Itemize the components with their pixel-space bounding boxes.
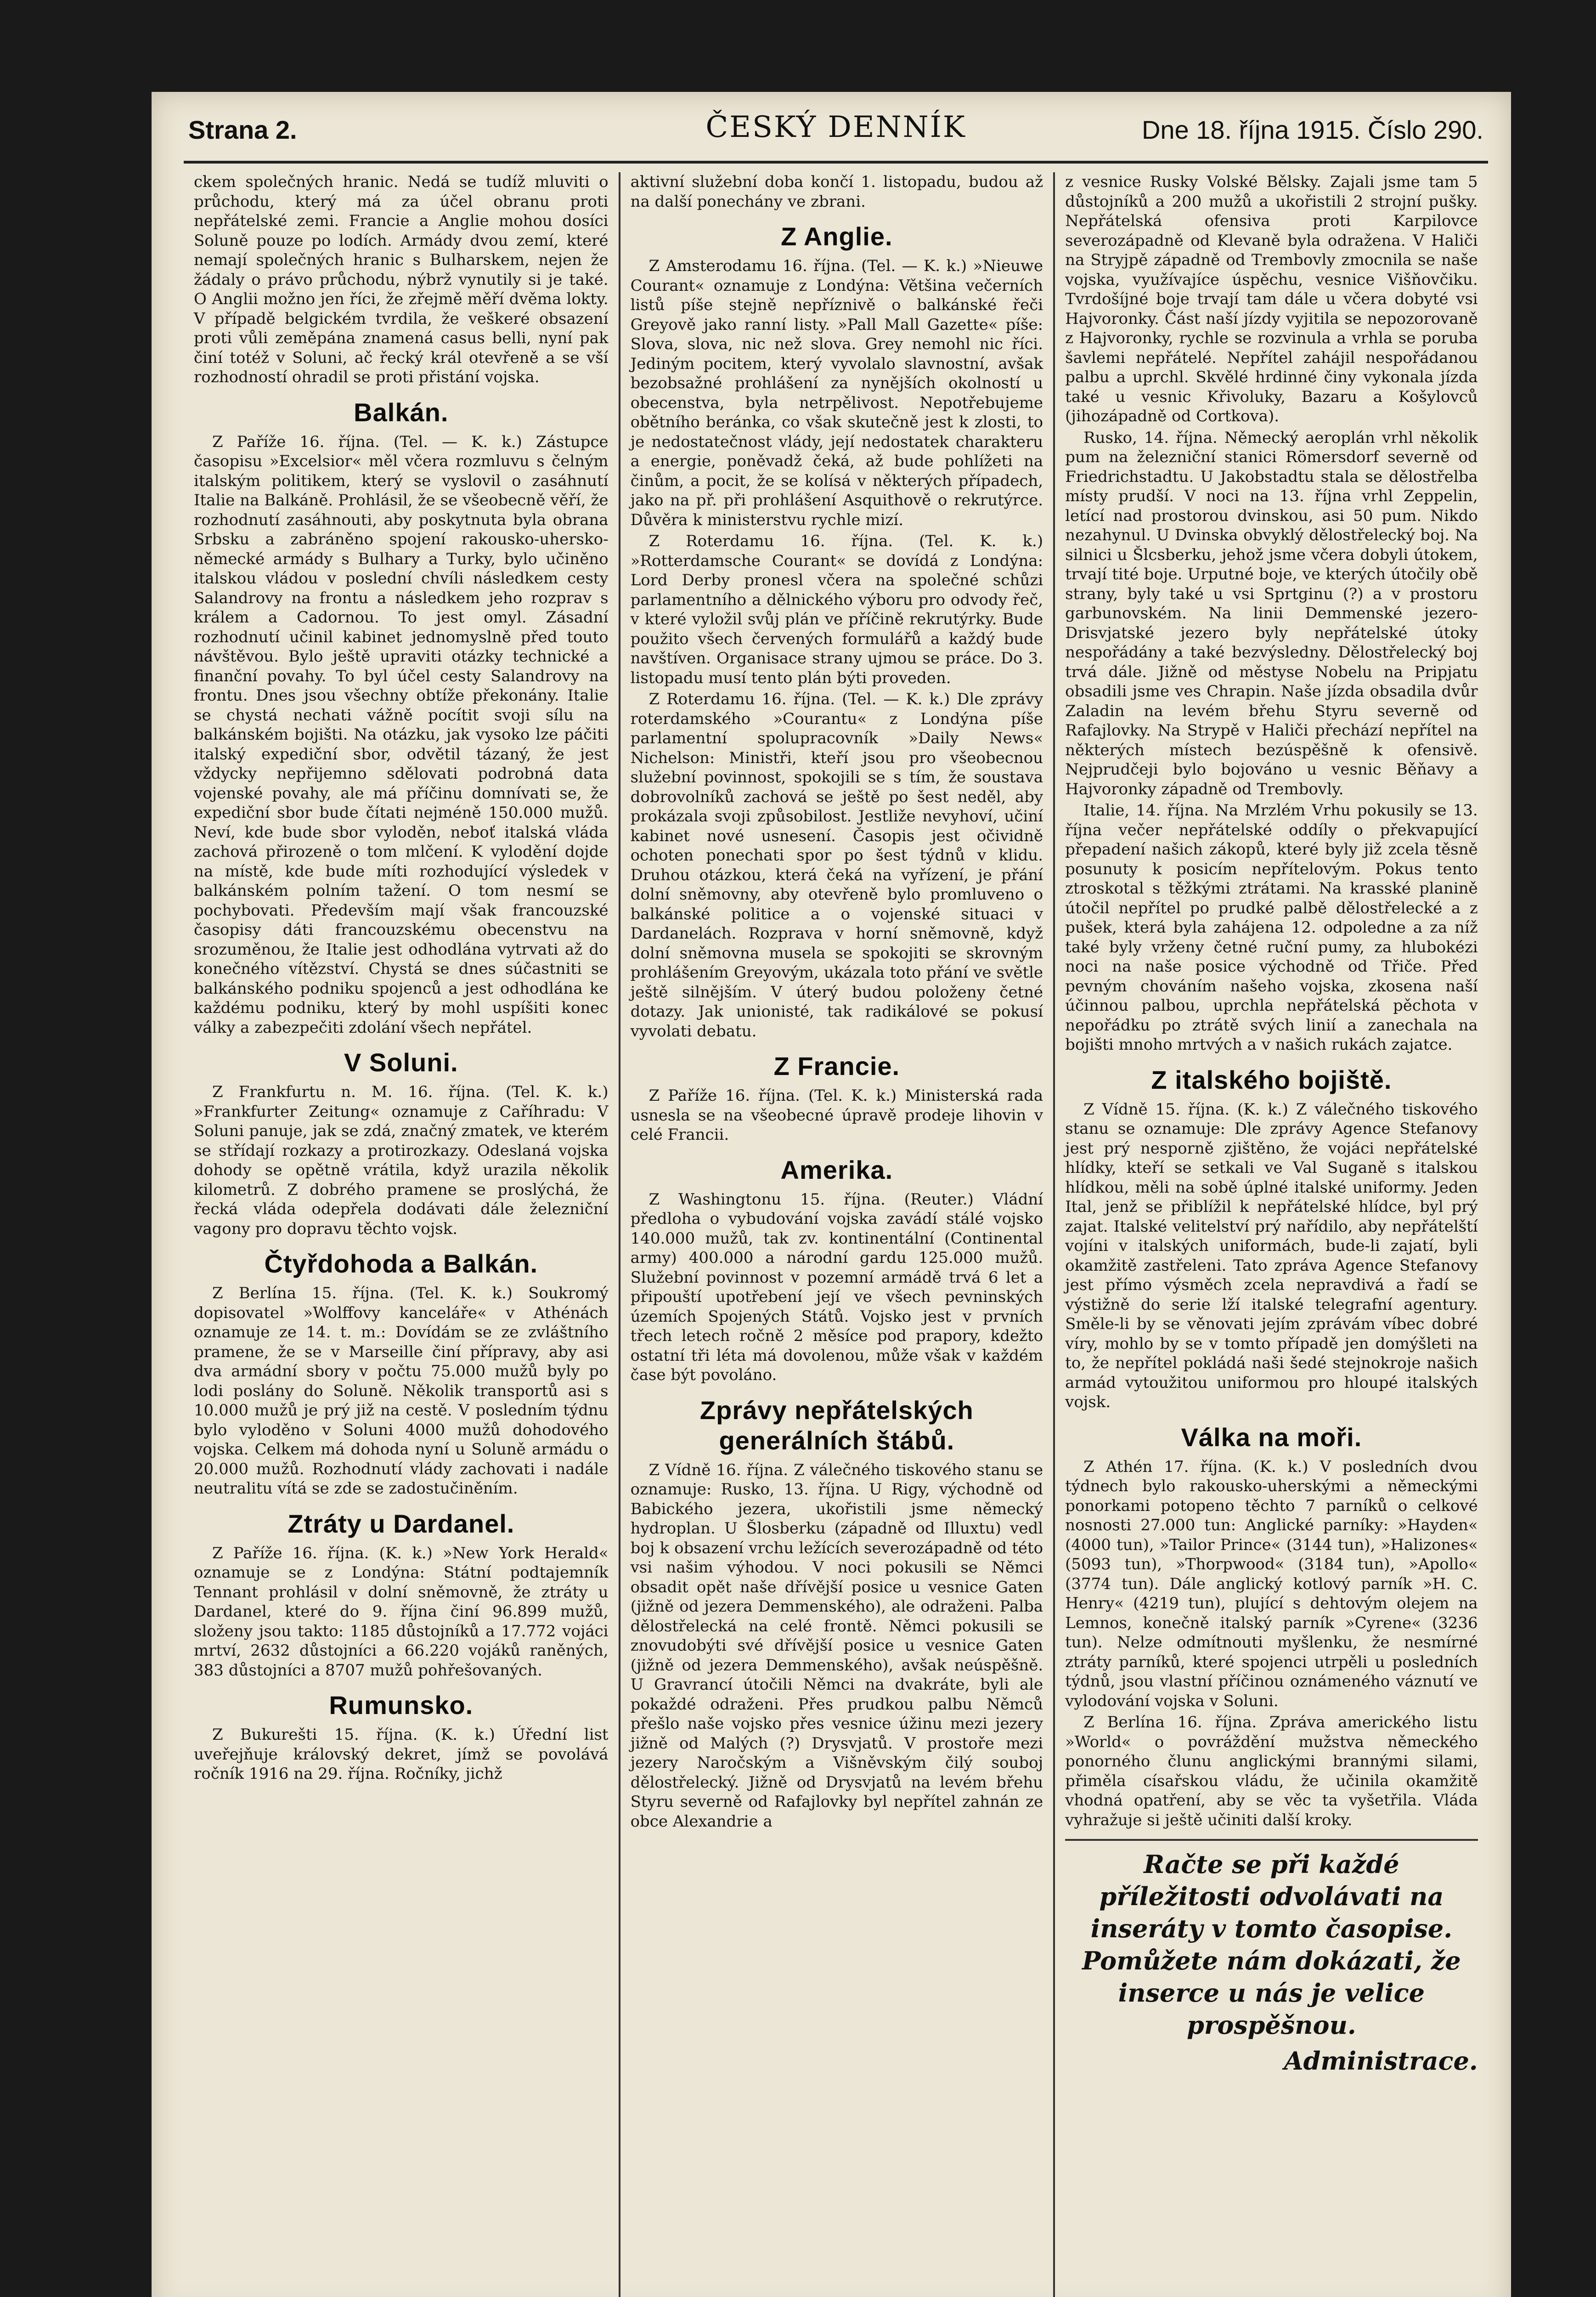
- article-balkan: Z Paříže 16. října. (Tel. — K. k.) Zástupce časopisu »Excelsior« měl včera rozmluvu s čelným italským politikem, který se vyslovil o zasáhnutí Italie na Balkáně. Prohlásil, že se všeobecně věří, že rozhodnutí zasáhnouti, aby poskytnuta byla obrana Srbsku a zabráněno spojení rakousko-uhersko-německé armády s Bulhary a Turky, bylo učiněno italskou vládou v poslední chvíli následkem cesty Salandrovy na frontu a následkem jeho rozprav s králem a Cadornou. To jest omyl. Zásadní rozhodnutí učinil kabinet jednomyslně před touto návštěvou. Bylo ještě upraviti otázky technické a finanční povahy. To byl účel cesty Salandrovy na frontu. Dnes jsou všechny obtíže překonány. Italie se chystá nechati vážně pocítit svoji sílu na balkánském bojišti. Na otázku, jak vysoko lze páčiti italský expediční sbor, odvětil tázaný, že jest vždycky nepřijemno sdělovati podrobná data vojenské povahy, ale má příčinu domnívati se, že expediční sbor bude čítati nejméně 150.000 mužů. Neví, kde bude sbor vyloděn, neboť italská vláda zachová přirozeně o tom mlčení. K vylodění dojde na místě, kde bude míti rozhodující výsledek v balkánském polním tažení. O tom nesmí se pochybovati. Především mají však francouzské časopisy dáti francouzskému obecenstvu na srozuměnou, že Italie jest odhodlána vytrvati až do konečného vítězství. Chystá se dnes súčastniti se balkánského podniku spojenců a jest odhodlána ke každému podniku, který by mohl uspíšiti konec války a zabezpečiti zdolání všech nepřátel.: [194, 432, 609, 1037]
- masthead: ČESKÝ DENNÍK: [705, 110, 966, 144]
- page-number: Strana 2.: [188, 115, 297, 144]
- article-anglie-1: Z Amsterodamu 16. října. (Tel. — K. k.) »Nieuwe Courant« oznamuje z Londýna: Většina večerních listů píše stejně nepříznivě o balkánské řeči Greyově jako ranní listy. »Pall Mall Gazette« píše: Slova, slova, nic než slova. Grey nemohl nic říci. Jediným pocitem, který vyvolalo slavnostní, avšak bezobsažné prohlášení za nynějších okolností u obecenstva, byla netrpělivost. Nepotřebujeme obětního beránka, co však skutečně jest k zlosti, to je nedostatečnost vlády, její nedostatek charakteru a energie, poněvadž čeká, až bude pohlížeti na činům, a pocit, že se kolísá v některých případech, jako na př. při prohlášení Asquithově o rekrutýrce. Důvěra k ministerstvu rychle mizí.: [630, 257, 1043, 529]
- article-italske: Z Vídně 15. října. (K. k.) Z válečného tiskového stanu se oznamuje: Dle zprávy Agence Stefanovy jest prý nesporně zjištěno, že vojáci nepřátelské hlídky, kteří se setkali ve Val Suganě s italskou hlídkou, měli na sobě úplné italské uniformy. Jeden Ital, jenž se přiblížil k nepřátelské hlídce, byl prý zajat. Italské velitelství prý nařídilo, aby nepřátelští vojíni v italských uniformách, bude-li zajatí, byli okamžitě zastřeleni. Tato zpráva Agence Stefanovy jest přímo výsměch zcela nepravdivá a řadí se výstižně do serie lží italské telegrafní agentury. Směle-li by se věnovati jejím zprávám víbec dobré víry, mohlo by se v tomto případě jen domýšleti na to, že nepřítel pokládá naši šedé stejnokroje našich armád vytoužitou uniformou pro hloupé italských vojsk.: [1065, 1100, 1478, 1411]
- heading-valka: Válka na moři.: [1181, 1422, 1362, 1452]
- heading-zpravy: Zprávy nepřátelských generálních štábů.: [699, 1395, 974, 1455]
- heading-ztraty: Ztráty u Dardanel.: [288, 1509, 515, 1538]
- article-intro: z vesnice Rusky Volské Bělsky. Zajali jsme tam 5 důstojníků a 200 mužů a ukořistili 2 strojní pušky. Nepřátelská ofensiva proti Karpilovce severozápadně od Klevaně byla odražena. V Haliči na Stryjpě západně od Trembovly zmocnila se naše vojska, využívajíce úspěchu, vesnice Višňovčiku. Tvrdošíjné boje trvají tam dále u včera dobyté vsi Hajvoronky. Část naší jízdy vyjitila se nepozorovaně z Hajvoronky, rychle se rozvinula a vrhla se poruba šavlemi nepřátelé. Nepřítel zahájil nespořádanou palbu a uprchl. Skvělé hrdinné činy vykonala jízda také u vesnic Křivoluky, Bazaru a Košylovců (jihozápadně od Cortkova).: [1065, 173, 1478, 425]
- heading-italske: Z italského bojiště.: [1151, 1065, 1392, 1094]
- heading-amerika: Amerika.: [780, 1155, 893, 1184]
- newspaper-page: [152, 92, 1511, 2297]
- heading-ctyrdohoda: Čtyřdohoda a Balkán.: [264, 1249, 538, 1278]
- heading-balkan: Balkán.: [354, 397, 449, 427]
- heading-anglie: Z Anglie.: [781, 222, 893, 251]
- column-3: [1053, 172, 1488, 2297]
- issue-date: Dne 18. října 1915. Číslo 290.: [1141, 115, 1483, 144]
- article-amerika: Z Washingtonu 15. října. (Reuter.) Vládní předloha o vybudování vojska zavádí stálé vojsko 140.000 mužů, tak zv. kontinentální (Continental army) 400.000 a národní gardu 125.000 mužů. Služební povinnost v pozemní armádě trvá 6 let a připouští upotřebení její ve všech pevninských územích Spojených Států. Vojsko jest v prvních třech letech ročně 2 měsíce pod prapory, kdežto ostatní tři léta má dovolenou, může však v každém čase být povoláno.: [630, 1190, 1043, 1384]
- article-intro: aktivní služební doba končí 1. listopadu, budou až na další ponechány ve zbrani.: [630, 173, 1043, 211]
- article-valka-2: Z Berlína 16. října. Zpráva amerického listu »World« o povráždění mužstva německého ponorného člunu anglickými brannými silami, přiměla císařskou vládu, že učinila okamžitě vhodná opatření, aby se věc ta vyšetřila. Vláda vyhražuje si ještě učiniti další kroky.: [1065, 1713, 1478, 1829]
- article-valka-1: Z Athén 17. října. (K. k.) V posledních dvou týdnech bylo rakousko-uherskými a německými ponorkami potopeno těchto 7 parníků o celkové nosnosti 27.000 tun: Anglické parníky: »Hayden« (4000 tun), »Tailor Prince« (3144 tun), »Halizones« (5093 tun), »Thorpwood« (3184 tun), »Apollo« (3774 tun). Dále anglický kotlový parník »H. C. Henry« (4219 tun), plující s dehtovým olejem na Lemnos, konečně italský parník »Cyrene« (3236 tun). Nelze odmítnouti myšlenku, že nesmírné ztráty parníků, které spojenci utrpěli u posledních týdnů, jsou vlastní příčinou oznámeného váznutí ve vylodování vojska v Soluni.: [1065, 1457, 1478, 1710]
- article-anglie-3: Z Roterdamu 16. října. (Tel. — K. k.) Dle zprávy roterdamského »Courantu« z Londýna píše parlamentní spolupracovník »Daily News« Nichelson: Ministři, kteří jsou pro všeobecnou služební povinnost, spokojili se s tím, že soustava dobrovolníků zachová se ještě po šest neděl, aby prokázala svoji způsobilost. Jestliže nevyhoví, učiní kabinet nové usnesení. Časopis jest očividně ochoten ponechati spor po šest týdnů v klidu. Druhou otázkou, která čeká na vyřízení, je přání dolní sněmovny, aby otevřeně bylo promluveno o balkánské politice a o vojenské situaci v Dardanelách. Rozprava v horní sněmovně, když dolní sněmovna musela se spokojiti se skrovným prohlášením Greyovým, ukázala toto přání ve světle ještě silnějším. V úterý budou položeny četné dotazy. Jak unionisté, tak radikálové se pokusí vyvolati debatu.: [630, 690, 1043, 1041]
- page-header: [188, 110, 1483, 161]
- article-rusko-14: Rusko, 14. října. Německý aeroplán vrhl několik pum na železniční stanici Römersdorf severně od Friedrichstadtu. U Jakobstadtu stala se dělostřelba místy prudší. V noci na 13. října vrhl Zeppelin, letící nad prostorou dvinskou, asi 50 pum. Nikdo nezahynul. U Dvinska obvyklý dělostřelecký boj. Na silnici u Šlcsberku, jehož jsme včera dobyli útokem, trvají tité boje. Urputné boje, ve kterých útočily obě strany, byly také u vsi Sprtginu (?) a v prostoru garbunovském. Na linii Demmenské jezero- Drisvjatské jezero byly nepřátelské útoky nespořádány a také bezvýsledny. Dělostřelecký boj trvá dále. Jižně od městyse Nobelu na Pripjatu obsadili jsme ves Chrapin. Naše jízda obsadila dvůr Zaladin na levém břehu Styru severně od Rafajlovky. Na Strypě v Haliči přechází nepřítel na některých místech bezúspěšně k ofensivě. Nejprudčeji bylo bojováno u vesnic Běňavy a Hajvoronky západně od Trembovly.: [1065, 428, 1478, 798]
- article-rumunsko: Z Bukurešti 15. října. (K. k.) Úřední list uveřejňuje královský dekret, jímž se povolává ročník 1916 na 29. října. Ročníky, jichž: [194, 1726, 609, 1783]
- article-ztraty: Z Paříže 16. října. (K. k.) »New York Herald« oznamuje se z Londýna: Státní podtajemník Tennant prohlásil v dolní sněmovně, že ztráty u Dardanel, které do 9. října činí 96.899 mužů, složeny jsou takto: 1185 důstojníků a 17.772 vojáci mrtví, 2632 důstojníci a 66.220 vojáků raněných, 383 důstojníci a 8707 mužů pohřešovaných.: [194, 1544, 609, 1680]
- heading-rumunsko: Rumunsko.: [329, 1691, 474, 1720]
- article-ctyrdohoda: Z Berlína 15. října. (Tel. K. k.) Soukromý dopisovatel »Wolffovy kanceláře« v Athénách oznamuje ze 14. t. m.: Dovídám se ze zvláštního pramene, že se v Marseille činí přípravy, aby asi dva armádní sbory v počtu 75.000 mužů byly po lodi poslány do Soluně. Několik transportů asi s 10.000 mužů je prý již na cestě. V posledním týdnu bylo vyloděno v Soluni 4000 mužů dohodového vojska. Celkem má dohoda nyní u Soluně armádu o 20.000 mužů. Rozhodnutí vlády zachovati i nadále neutralitu vítá se zde se zadostučiněním.: [194, 1284, 609, 1498]
- article-intro: ckem společných hranic. Nedá se tudíž mluviti o průchodu, který má za účel obranu proti nepřátelské zemi. Francie a Anglie mohou dosíci Soluně pouze po lodích. Armády dvou zemí, které nemají společných hranic s Bulharskem, nejen že žádaly o právo průchodu, nýbrž vynutily si je také. O Anglii možno jen říci, že zřejmě měří dvěma lokty. V případě belgickém tvrdila, že veškeré obsazení proti vůli zeměpána znamená casus belli, nyní pak činí totéž v Soluni, ač řecký král otevřeně a se vší rozhodností ohradil se proti přistání vojska.: [194, 173, 609, 386]
- article-italie-14: Italie, 14. října. Na Mrzlém Vrhu pokusily se 13. října večer nepřátelské oddíly o překvapující přepadení našich zákopů, které byly již zcela těsně posunuty k posicím nepřítelovým. Pokus tento ztroskotal s těžkými ztrátami. Na krasské planině útočil nepřítel po prudké palbě dělostřelecké a z pušek, která byla zahájena 12. odpoledne a za níž také byly vrženy četné ruční pumy, za hlubokézi noci na naše posice východně od Třiče. Před pevným chováním našeho vojska, zkosena naší účinnou palbou, uprchla nepřátelská pěchota v nepořádku po ztrátě svých linií a zanechala na bojišti mnoho mrtvých a v našich rukách zajatce.: [1065, 801, 1478, 1054]
- advertisement-signature: Administrace.: [1284, 2046, 1478, 2076]
- column-1: [184, 172, 619, 2297]
- advertisement-text: Račte se při každé příležitosti odvolávati na inseráty v tomto časopise. Pomůžete nám dokázati, že inserce u nás je velice prospěšnou.: [1082, 1850, 1461, 2040]
- column-2: [619, 172, 1054, 2297]
- article-soluni: Z Frankfurtu n. M. 16. října. (Tel. K. k.) »Frankfurter Zeitung« oznamuje z Caříhradu: V Soluni panuje, jak se zdá, značný zmatek, ve kterém se střídají rozkazy a protirozkazy. Odeslaná vojska dohody se opětně vrátila, když urazila několik kilometrů. Z dobrého pramene se proslýchá, že řecká vláda odepřela dodávati dále železniční vagony pro dopravu těchto vojsk.: [194, 1083, 609, 1238]
- header-rule: [184, 161, 1488, 164]
- heading-soluni: V Soluni.: [344, 1048, 458, 1077]
- advertisement-box: [1065, 1839, 1478, 2077]
- heading-francie: Z Francie.: [773, 1052, 900, 1081]
- article-francie: Z Paříže 16. října. (Tel. K. k.) Ministerská rada usnesla se na všeobecné úpravě prodeje lihovin v celé Francii.: [630, 1086, 1043, 1144]
- article-anglie-2: Z Roterdamu 16. října. (Tel. K. k.) »Rotterdamsche Courant« se dovídá z Londýna: Lord Derby pronesl včera na společné schůzi parlamentního a dělnického výboru pro odvody řeč, v které vyložil svůj plán ve příčině rekrutýrky. Bude použito všech červených formulářů a každý bude navštíven. Organisace strany ujmou se práce. Do 3. listopadu musí tento plán býti proveden.: [630, 532, 1043, 687]
- article-zpravy: Z Vídně 16. října. Z válečného tiskového stanu se oznamuje: Rusko, 13. října. U Rigy, východně od Babického jezera, ukořistili jsme německý hydroplan. U Šlosberku (západně od Illuxtu) vedl boj k obsazení vrchu ležících severozápadně od této vsi našim výhodou. V noci pokusili se Němci obsadit opět naše dřívější posice u vesnice Gaten (jižně od jezera Demmenského), ale odraženi. Palba dělostřelecká na celé frontě. Němci pokusili se znovudobýti své dřívější posice u vesnice Gaten (jižně od jezera Demmenského), avšak neúspěšně. U Gravrancí útočili Němci na dvakráte, byli ale pokaždé odraženi. Přes prudkou palbu Němců přešlo naše vojsko přes vesnice úžinu mezi jezery jižně od Malých (?) Drysvjatů. V prostoře mezi jezery Naročským a Višněvským čilý souboj dělostřelecký. Jižně od Drysvjatů na levém břehu Styru severně od Rafajlovky byl nepřítel zahnán ze obce Alexandrie a: [630, 1460, 1043, 1831]
- columns: [184, 172, 1488, 2297]
